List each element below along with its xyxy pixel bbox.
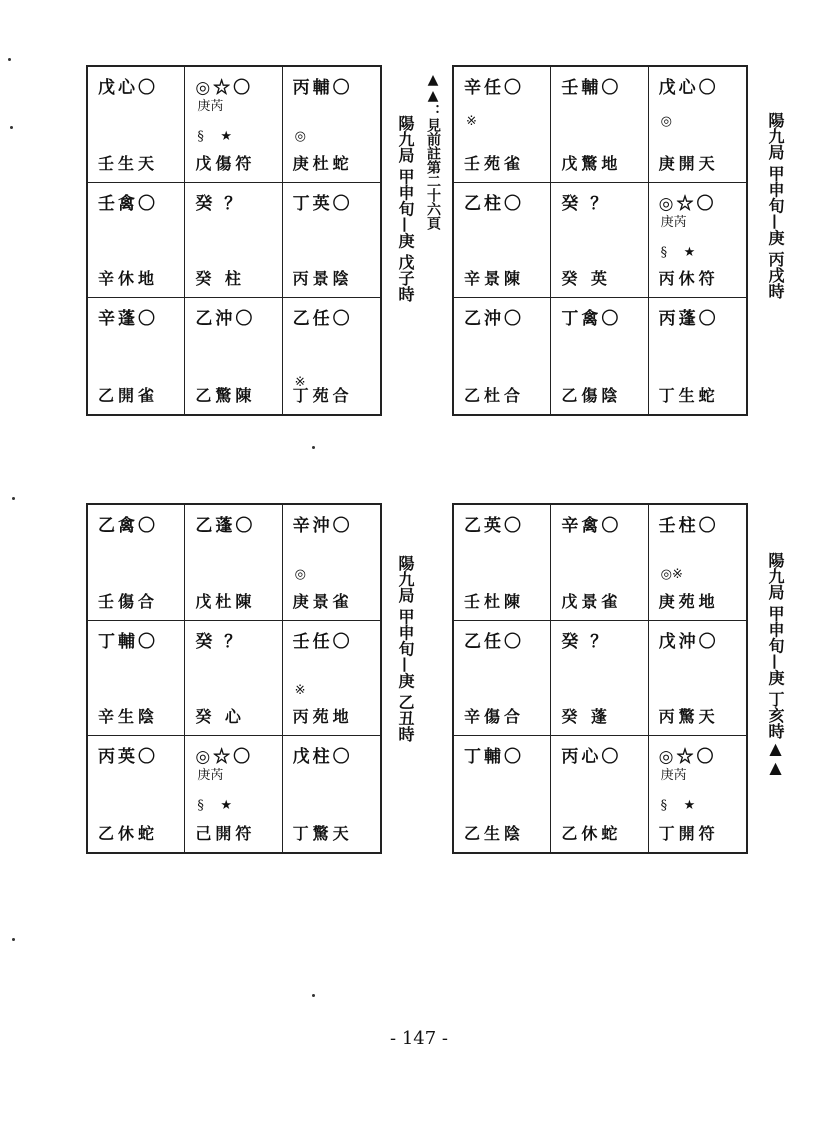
chart-cell: 丙心〇 乙休蛇 [551, 736, 648, 852]
chart-cell: ◎☆〇 庚芮 § ★ 丙休符 [649, 183, 746, 299]
qimen-chart-top-left [86, 65, 382, 416]
chart-cell: 丙蓬〇 丁生蛇 [658, 309, 719, 405]
chart-cell: 乙柱〇 辛景陳 [454, 183, 551, 299]
page-number: - 147 - [390, 1028, 448, 1049]
qimen-chart-top-right [452, 65, 748, 416]
chart-cell: 丁輔〇 辛生陰 [88, 621, 185, 737]
chart-title: 陽九局 甲申旬—庚 戊子時 [396, 115, 415, 303]
chart-cell: 戊心〇 ◎ 庚開天 [649, 67, 746, 183]
chart-cell: 丙英〇 乙休蛇 [88, 736, 185, 852]
chart-cell: 壬輔〇 戊驚地 [551, 67, 648, 183]
chart-cell: 丁英〇 丙景陰 [283, 183, 380, 299]
chart-cell: 乙禽〇 壬傷合 [88, 505, 185, 621]
chart-title: 陽九局 甲申旬—庚 乙丑時 [396, 555, 415, 743]
scan-speck [10, 126, 13, 129]
scan-speck [12, 938, 15, 941]
chart-cell: ◎☆〇 庚芮 § ★ 己開符 [185, 736, 282, 852]
chart-cell: ◎☆〇 庚芮 § ★ 丁開符 [658, 747, 719, 843]
chart-cell: 乙任〇 辛傷合 [454, 621, 551, 737]
chart-cell: 壬柱〇 ◎※ 庚苑地 [649, 505, 746, 621]
chart-cell: 辛禽〇 戊景雀 [551, 505, 648, 621]
chart-cell: 乙任〇 ※ 丁苑合 [292, 309, 353, 405]
chart-cell: 丙輔〇 ◎ 庚杜蛇 [283, 67, 380, 183]
footnote-reference: ▲▲：見前註第二十六頁 [425, 72, 441, 230]
chart-cell: 癸 ？ 癸 英 [551, 183, 648, 299]
scan-speck [312, 446, 315, 449]
chart-cell: 乙蓬〇 戊杜陳 [185, 505, 282, 621]
chart-cell: 戊沖〇 丙驚天 [649, 621, 746, 737]
chart-cell: 癸 ？ 癸 蓬 [551, 621, 648, 737]
chart-cell: ◎☆〇 庚芮 § ★ 戊傷符 [185, 67, 282, 183]
chart-cell: 丁輔〇 乙生陰 [454, 736, 551, 852]
chart-cell: 戊心〇 壬生天 [88, 67, 185, 183]
chart-cell: 辛任〇 ※ 壬苑雀 [454, 67, 551, 183]
chart-cell: 乙英〇 壬杜陳 [454, 505, 551, 621]
chart-cell: 癸 ？ 癸 柱 [185, 183, 282, 299]
chart-cell: 戊柱〇 丁驚天 [292, 747, 353, 843]
chart-cell: 乙沖〇 乙杜合 [454, 298, 551, 414]
scan-speck [312, 994, 315, 997]
chart-title: 陽九局 甲申旬—庚 丁亥時▲▲ [766, 552, 785, 778]
chart-cell: 癸 ？ 癸 心 [185, 621, 282, 737]
qimen-chart-bottom-right [452, 503, 748, 854]
chart-cell: 辛沖〇 ◎ 庚景雀 [283, 505, 380, 621]
scan-speck [8, 58, 11, 61]
chart-title: 陽九局 甲申旬—庚 丙戌時 [766, 112, 785, 300]
scan-speck [12, 497, 15, 500]
qimen-chart-bottom-left [86, 503, 382, 854]
chart-cell: 壬禽〇 辛休地 [88, 183, 185, 299]
chart-cell: 乙沖〇 乙驚陳 [185, 298, 282, 414]
chart-cell: 壬任〇 ※ 丙苑地 [283, 621, 380, 737]
chart-cell: 丁禽〇 乙傷陰 [551, 298, 648, 414]
chart-cell: 辛蓬〇 乙開雀 [88, 298, 185, 414]
